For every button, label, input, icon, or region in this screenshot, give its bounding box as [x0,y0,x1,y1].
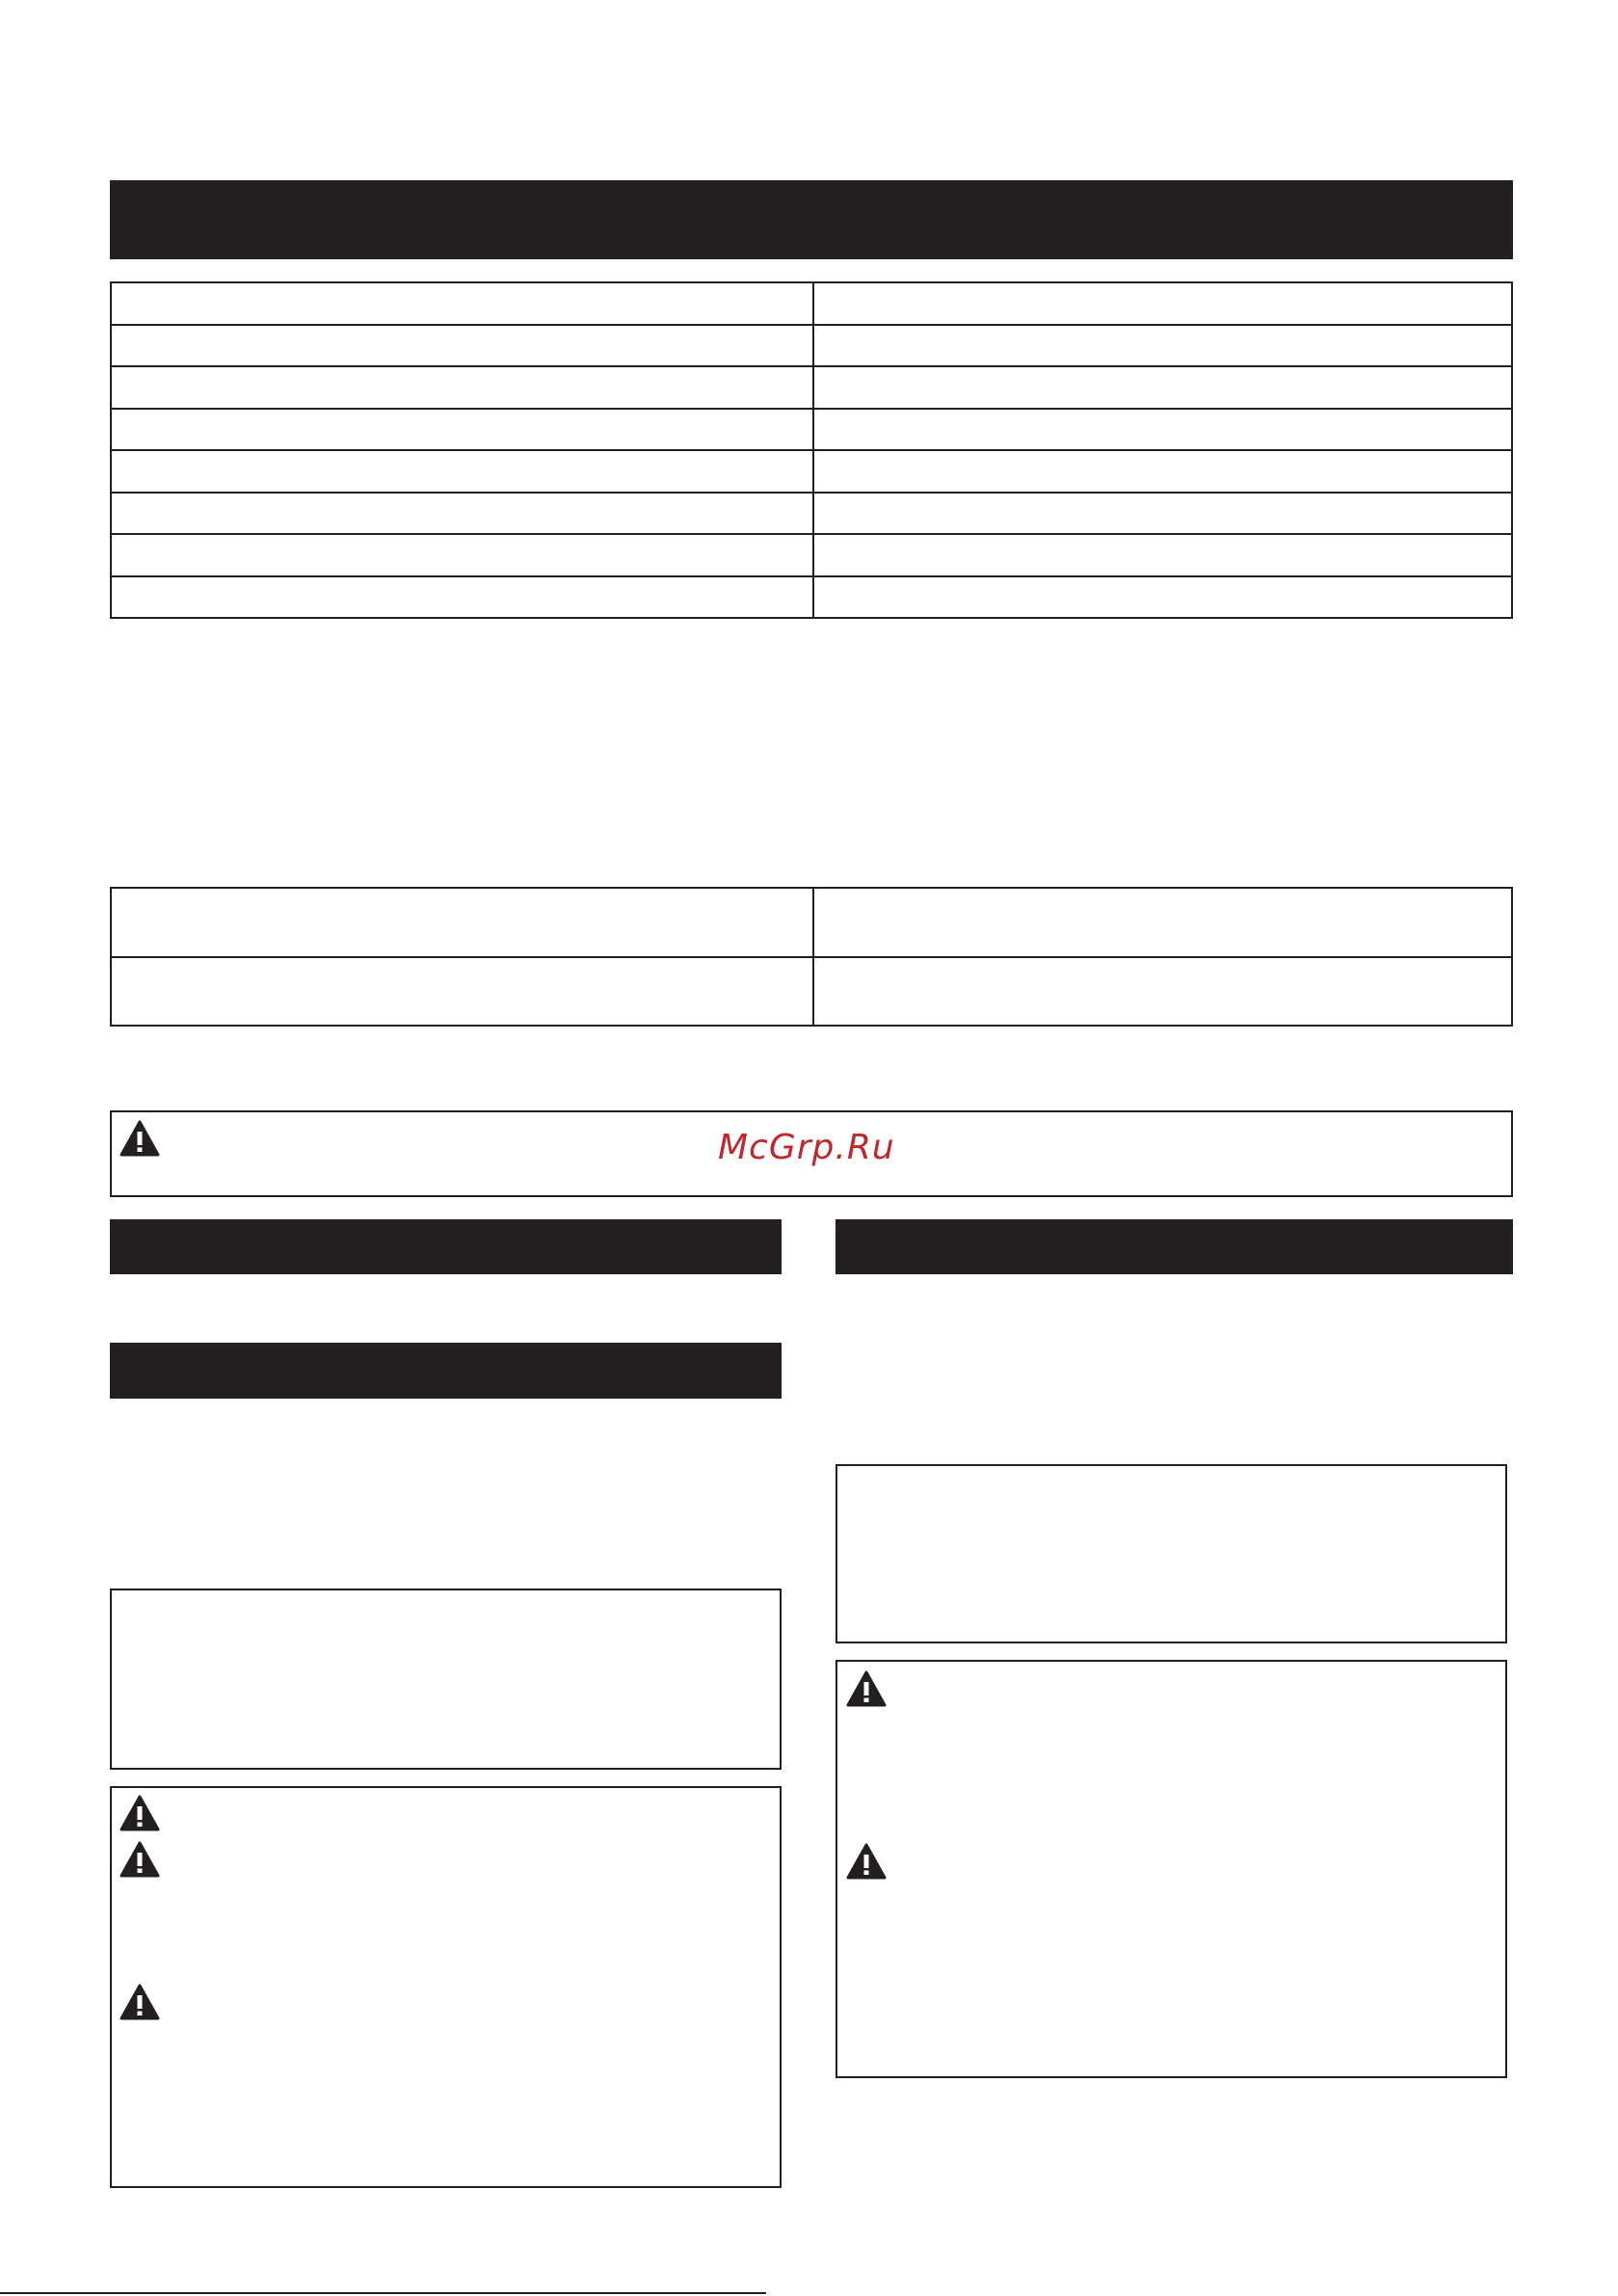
table-row [111,576,1512,619]
table-cell [111,493,813,535]
table-cell [813,450,1512,493]
table-cell [813,957,1512,1027]
table-cell [111,957,813,1027]
warning-triangle-icon [119,1841,160,1878]
table-cell [111,576,813,619]
table-cell [813,493,1512,535]
table-cell [813,576,1512,619]
specification-table [110,281,1513,619]
table-cell [813,534,1512,576]
table-cell [111,888,813,957]
table-cell [111,366,813,409]
table-row [111,957,1512,1027]
left-column-heading-bar-2 [110,1343,782,1399]
table-row [111,534,1512,576]
table-cell [111,282,813,325]
left-column-heading-bar-1 [110,1219,782,1274]
table-row [111,493,1512,535]
table-cell [813,409,1512,451]
table-row [111,282,1512,325]
right-note-box [836,1464,1507,1643]
table-row [111,325,1512,367]
table-cell [813,282,1512,325]
footer-rule [0,2292,766,2294]
right-column-heading-bar [836,1219,1513,1274]
table-cell [111,325,813,367]
table-row [111,888,1512,957]
left-warning-box [110,1786,782,2188]
table-cell [111,450,813,493]
table-cell [813,888,1512,957]
table-cell [111,409,813,451]
watermark-text: McGrp.Ru [718,1128,895,1167]
warning-triangle-icon [846,1843,887,1880]
table-row [111,366,1512,409]
section-heading-bar [110,180,1513,259]
left-note-box [110,1589,782,1770]
table-row [111,409,1512,451]
warning-triangle-icon [119,1120,160,1157]
warning-triangle-icon [846,1670,887,1707]
table-row [111,450,1512,493]
table-cell [813,325,1512,367]
warning-triangle-icon [119,1984,160,2020]
table-cell [813,366,1512,409]
warning-triangle-icon [119,1795,160,1831]
right-warning-box [836,1660,1507,2078]
secondary-table [110,887,1513,1027]
table-cell [111,534,813,576]
